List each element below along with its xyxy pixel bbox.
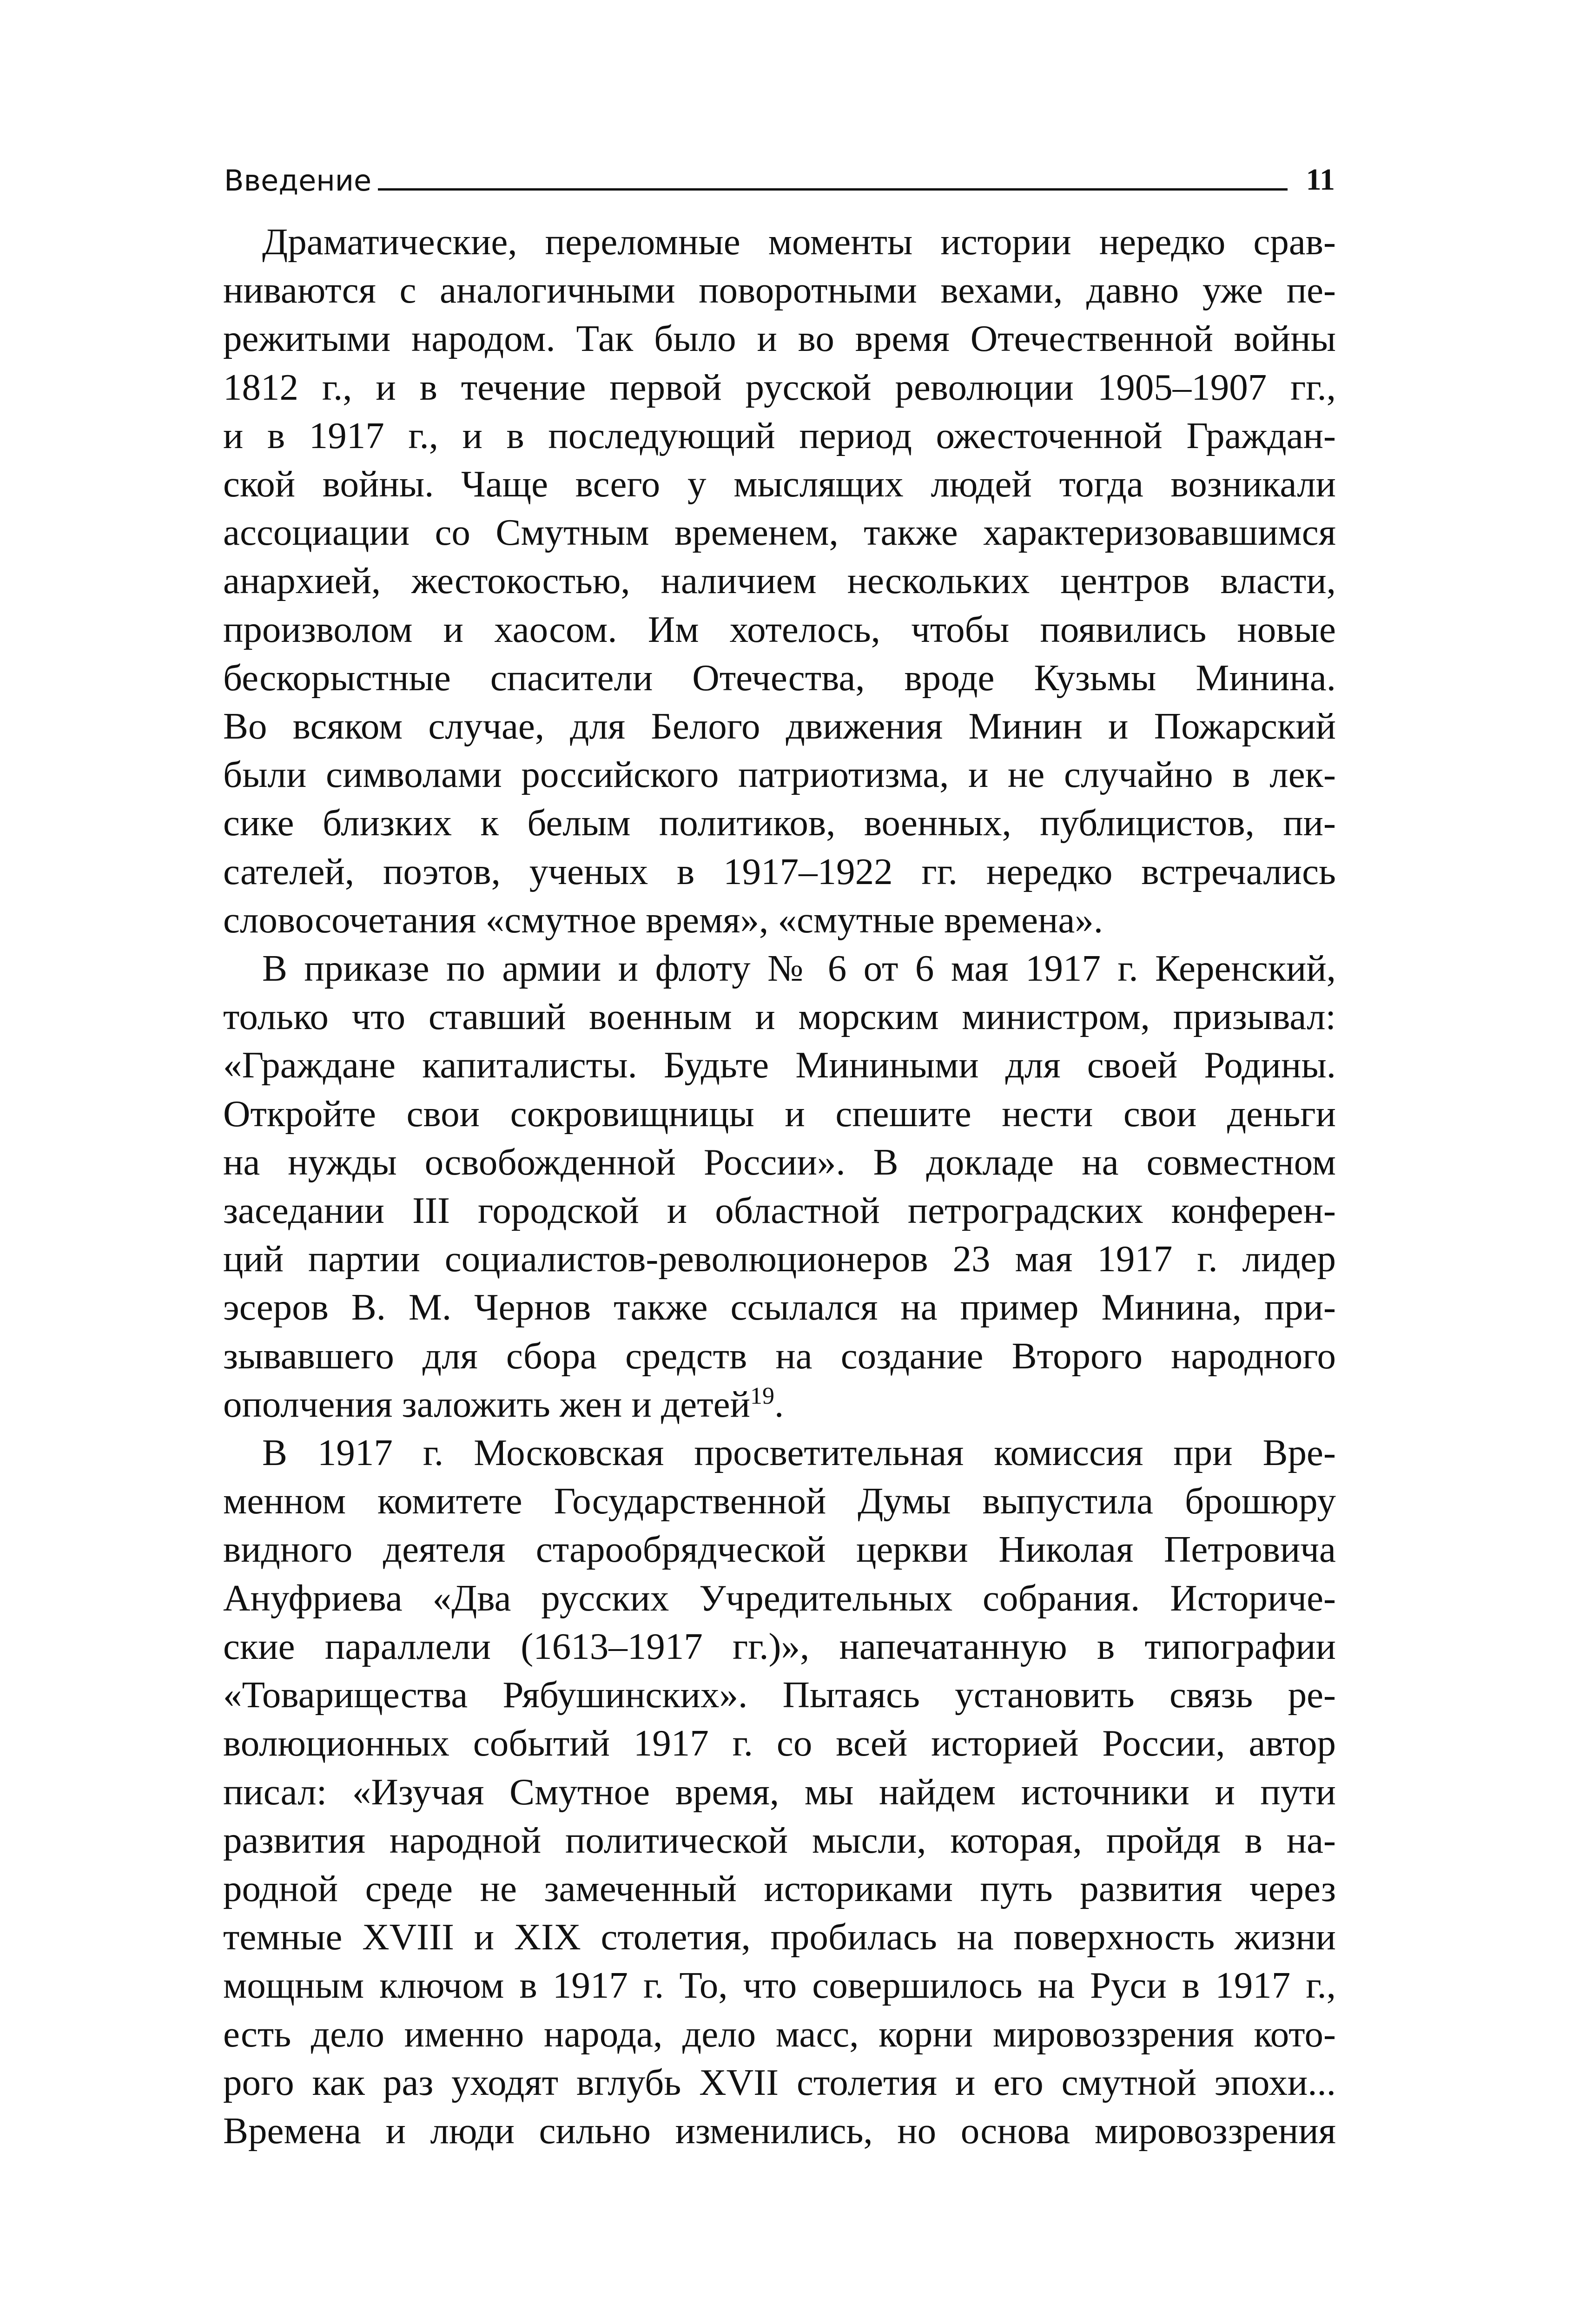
text-line: 1812 г., и в течение первой русской революции 1905–1907 гг., (223, 366, 1336, 408)
text-line: ниваются с аналогичными поворотными вехами, давно уже пе- (223, 269, 1336, 311)
text-line: В 1917 г. Московская просветительная комиссия при Вре- (262, 1432, 1336, 1474)
text-line: менном комитете Государственной Думы выпустила брошюру (223, 1480, 1336, 1522)
paragraph-2 (223, 944, 1336, 1428)
text-line: «Граждане капиталисты. Будьте Миниными для своей Родины. (223, 1044, 1336, 1086)
text-line: бескорыстные спасители Отечества, вроде Кузьмы Минина. (223, 656, 1336, 699)
text-line: зывавшего для сбора средств на создание Второго народного (223, 1334, 1336, 1377)
text-line: есть дело именно народа, дело масс, корни мировоззрения кото- (223, 2013, 1336, 2055)
section-title: Введение (224, 164, 372, 198)
text-line: только что ставший военным и морским министром, призывал: (223, 996, 1336, 1038)
text-line: В приказе по армии и флоту № 6 от 6 мая 1917 г. Керенский, (262, 947, 1336, 990)
text-line: эсеров В. М. Чернов также ссылался на пример Минина, при- (223, 1286, 1336, 1328)
text-line: режитыми народом. Так было и во время Отечественной войны (223, 317, 1336, 360)
text-line: рого как раз уходят вглубь XVII столетия и его смутной эпохи... (223, 2061, 1336, 2103)
body-text (223, 218, 1336, 2155)
paragraph-1 (223, 218, 1336, 944)
text-line (223, 1380, 1336, 1428)
text-line: мощным ключом в 1917 г. То, что совершилось на Руси в 1917 г., (223, 1964, 1336, 2007)
text-line: развития народной политической мысли, которая, пройдя в на- (223, 1819, 1336, 1861)
text-line: были символами российского патриотизма, и не случайно в лек- (223, 753, 1336, 796)
text-line: и в 1917 г., и в последующий период ожесточенной Граждан- (223, 414, 1336, 456)
text-line: писал: «Изучая Смутное время, мы найдем источники и пути (223, 1770, 1336, 1813)
text-line: сике близких к белым политиков, военных, публицистов, пи- (223, 802, 1336, 844)
paragraph-3 (223, 1428, 1336, 2155)
text-line: Откройте свои сокровищницы и спешите нести свои деньги (223, 1092, 1336, 1135)
text-line: Ануфриева «Два русских Учредительных собрания. Историче- (223, 1577, 1336, 1619)
text-line: ций партии социалистов-революционеров 23 мая 1917 г. лидер (223, 1238, 1336, 1280)
text-line: анархией, жестокостью, наличием нескольких центров власти, (223, 560, 1336, 602)
text-line: родной среде не замеченный историками путь развития через (223, 1867, 1336, 1909)
page-number: 11 (1306, 163, 1335, 197)
text-line: «Товарищества Рябушинских». Пытаясь установить связь ре- (223, 1674, 1336, 1716)
text-line: ские параллели (1613–1917 гг.)», напечатанную в типографии (223, 1625, 1336, 1667)
text-line: ассоциации со Смутным временем, также характеризовавшимся (223, 511, 1336, 554)
text-line: Драматические, переломные моменты истории нередко срав- (262, 221, 1336, 263)
text-line: сателей, поэтов, ученых в 1917–1922 гг. нередко встречались (223, 850, 1336, 892)
running-header (224, 153, 1335, 198)
text-line-content: ополчения заложить жен и детей (223, 1383, 750, 1425)
text-line: волюционных событий 1917 г. со всей историей России, автор (223, 1722, 1336, 1764)
sentence-end: . (774, 1383, 784, 1425)
text-line: Времена и люди сильно изменились, но основа мировоззрения (223, 2109, 1336, 2152)
text-line: заседании III городской и областной петроградских конферен- (223, 1189, 1336, 1232)
header-rule (378, 188, 1287, 191)
text-line: произволом и хаосом. Им хотелось, чтобы появились новые (223, 608, 1336, 650)
text-line: видного деятеля старообрядческой церкви Николая Петровича (223, 1528, 1336, 1571)
text-line: словосочетания «смутное время», «смутные времена». (223, 898, 1103, 941)
text-line: ской войны. Чаще всего у мыслящих людей тогда возникали (223, 463, 1336, 505)
text-line: темные XVIII и XIX столетия, пробилась на поверхность жизни (223, 1916, 1336, 1958)
text-line: Во всяком случае, для Белого движения Минин и Пожарский (223, 705, 1336, 747)
footnote-reference[interactable]: 19 (750, 1382, 774, 1409)
text-line: на нужды освобожденной России». В докладе на совместном (223, 1141, 1336, 1183)
